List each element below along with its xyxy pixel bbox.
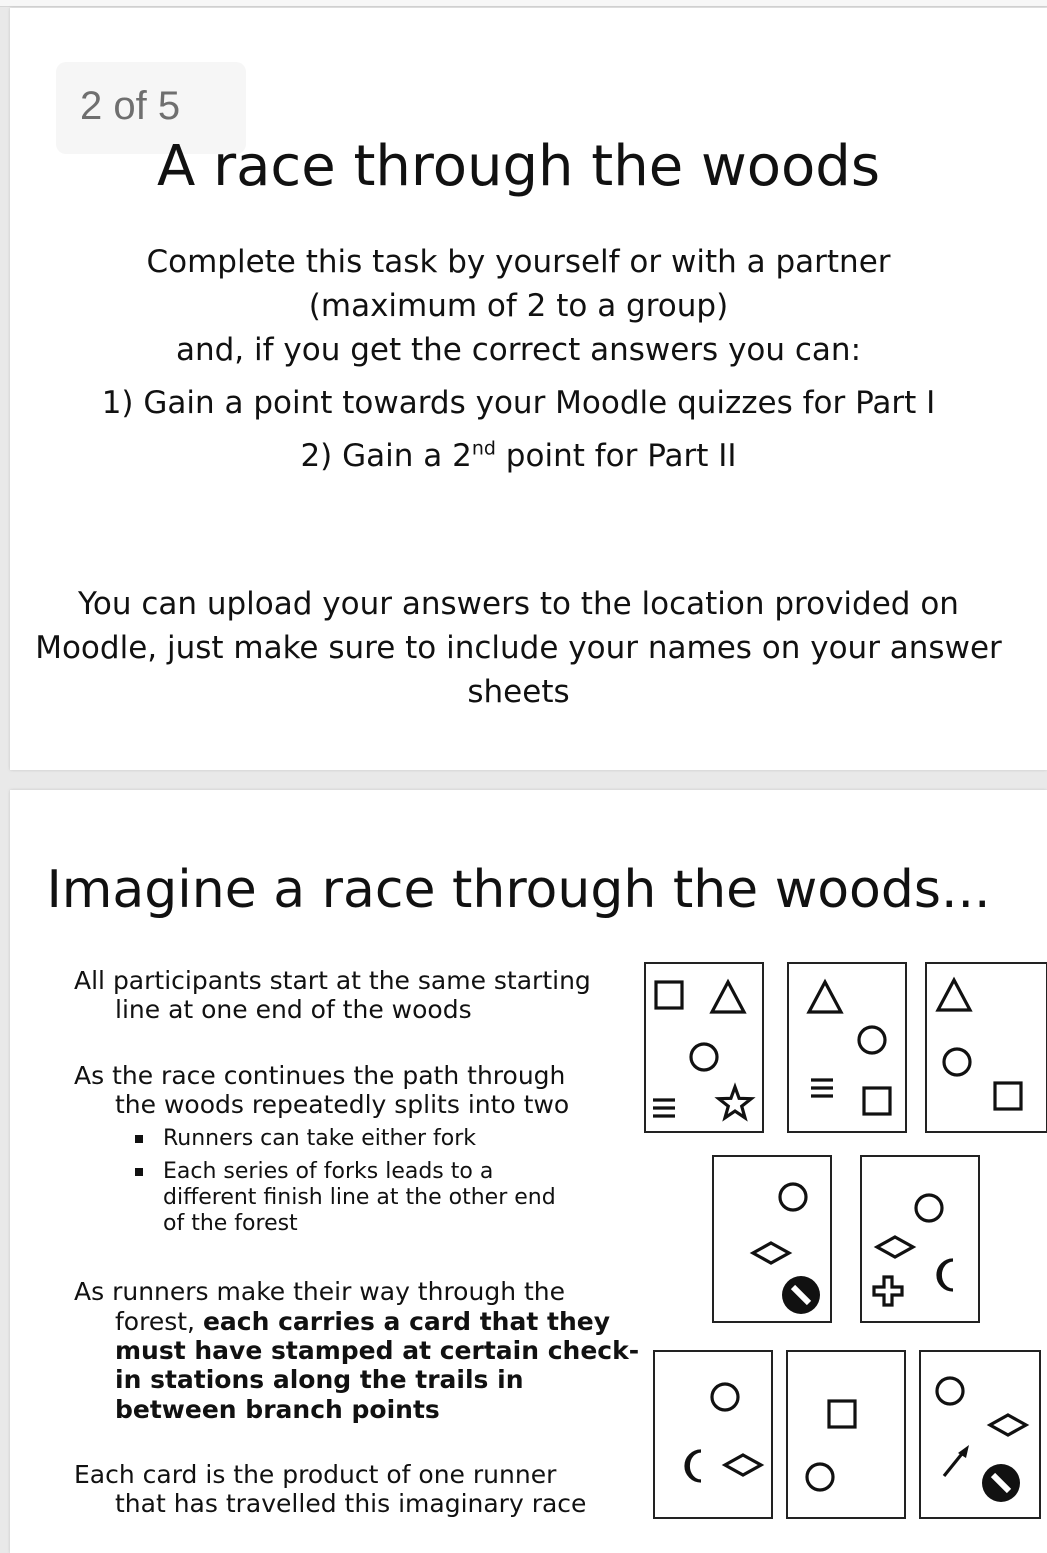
para-3-line-1: As runners make their way through the [74,1277,566,1306]
no-entry-icon [982,1464,1020,1502]
para-3-line-4: in stations along the trails in [115,1365,524,1394]
instruction-line-4: 1) Gain a point towards your Moodle quizzes for Part I [101,385,936,421]
card-border [861,1156,979,1322]
upload-line-3: sheets [467,674,570,710]
para-4-line-1: Each card is the product of one runner [74,1460,557,1489]
instruction-line-2: (maximum of 2 to a group) [308,288,729,324]
para-3-line-2: forest, each carries a card that they [115,1307,611,1336]
stamp-card [645,963,763,1132]
para-3-line-5: between branch points [115,1395,440,1424]
stamp-card [654,1351,772,1518]
stamp-card [861,1156,979,1322]
card-border [654,1351,772,1518]
stamp-card [787,1351,905,1518]
stamp-card [926,963,1047,1132]
bullet-2: Each series of forks leads to a [163,1159,493,1185]
instruction-line-5: 2) Gain a 2nd point for Part II [300,437,737,474]
para-1-line-1: All participants start at the same starting [74,966,591,995]
stamp-card [713,1156,831,1322]
bullet-2-line-2: different finish line at the other end [163,1185,556,1210]
para-2-line-2: the woods repeatedly splits into two [115,1090,570,1119]
bullet-2-line-3: of the forest [163,1211,298,1236]
para-4-line-2: that has travelled this imaginary race [115,1489,587,1518]
card-border [788,963,906,1132]
bullet-1: Runners can take either fork [163,1126,476,1152]
para-2-line-1: As the race continues the path through [74,1061,566,1090]
stamp-card [920,1351,1040,1518]
para-3-line-3: must have stamped at certain check- [115,1336,640,1365]
stamp-card [788,963,906,1132]
page-counter: 2 of 5 [56,62,246,154]
para-1-line-2: line at one end of the woods [115,995,472,1024]
slide-2-title: Imagine a race through the woods... [46,860,991,920]
card-border [787,1351,905,1518]
card-border [926,963,1047,1132]
upload-line-2: Moodle, just make sure to include your names on your answer [35,630,1002,666]
instruction-line-3: and, if you get the correct answers you can: [175,332,862,368]
upload-line-1: You can upload your answers to the location provided on [78,586,959,622]
instruction-line-1: Complete this task by yourself or with a partner [146,244,891,280]
card-border [920,1351,1040,1518]
no-entry-icon [782,1276,820,1314]
slide-1-title: A race through the woods [156,134,881,199]
